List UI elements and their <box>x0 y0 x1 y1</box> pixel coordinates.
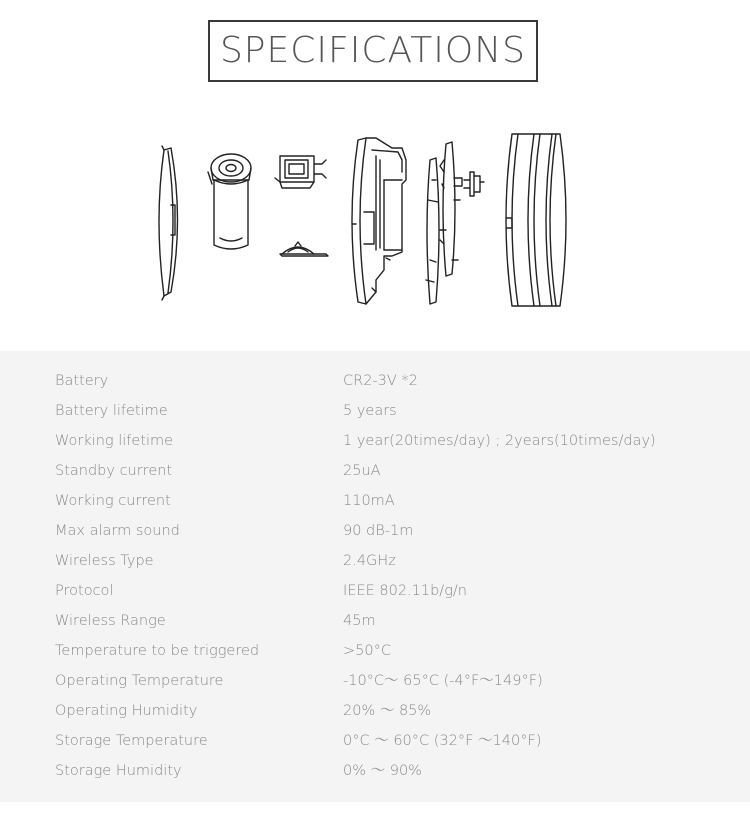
spec-row-battery-lifetime <box>0 396 750 426</box>
spec-label: Temperature to be triggered <box>55 643 260 659</box>
spec-label: Battery <box>55 373 109 389</box>
exploded-view-drawing-icon <box>140 120 610 320</box>
spec-row-working-lifetime <box>0 426 750 456</box>
page-title: SPECIFICATIONS <box>219 30 527 71</box>
spec-row-protocol <box>0 576 750 606</box>
spec-value: 1 year(20times/day) ; 2years(10times/day) <box>343 433 656 449</box>
specifications-panel <box>0 351 750 802</box>
spec-label: Battery lifetime <box>55 403 168 419</box>
contact-spring-part <box>280 242 328 256</box>
spec-value: 90 dB-1m <box>343 523 414 539</box>
spec-label: Working lifetime <box>55 433 174 449</box>
spec-value: CR2-3V *2 <box>343 373 418 389</box>
spec-value: 0% ～ 90% <box>343 763 422 779</box>
spec-value: 45m <box>343 613 376 629</box>
spec-value: 20% ～ 85% <box>343 703 432 719</box>
spec-row-wireless-type <box>0 546 750 576</box>
spec-row-storage-temperature <box>0 726 750 756</box>
spec-label: Max alarm sound <box>55 523 180 539</box>
spec-value: 5 years <box>343 403 397 419</box>
spec-label: Standby current <box>55 463 173 479</box>
spec-row-standby-current <box>0 456 750 486</box>
spec-value: 0°C ～ 60°C (32°F ～140°F) <box>343 733 542 749</box>
spec-label: Wireless Type <box>55 553 154 569</box>
spec-label: Operating Temperature <box>55 673 224 689</box>
spec-row-trigger-temperature <box>0 636 750 666</box>
main-housing-part <box>352 138 406 304</box>
switch-part <box>275 156 326 188</box>
spec-row-working-current <box>0 486 750 516</box>
sensor-board-part <box>440 142 462 276</box>
spec-row-max-alarm-sound <box>0 516 750 546</box>
buzzer-part <box>208 154 251 249</box>
spec-row-battery <box>0 366 750 396</box>
front-cover-part <box>159 146 178 300</box>
spec-label: Protocol <box>55 583 114 599</box>
spec-row-storage-humidity <box>0 756 750 786</box>
spec-value: 2.4GHz <box>343 553 396 569</box>
spec-value: 25uA <box>343 463 381 479</box>
spec-label: Storage Humidity <box>55 763 182 779</box>
spec-value: IEEE 802.11b/g/n <box>343 583 467 599</box>
spec-value: >50°C <box>343 643 391 659</box>
sensor-component-part <box>464 172 484 196</box>
spec-row-operating-temperature <box>0 666 750 696</box>
spec-label: Wireless Range <box>55 613 166 629</box>
spec-value: -10°C～ 65°C (-4°F～149°F) <box>343 673 543 689</box>
spec-label: Storage Temperature <box>55 733 208 749</box>
spec-row-wireless-range <box>0 606 750 636</box>
spec-row-operating-humidity <box>0 696 750 726</box>
spec-label: Working current <box>55 493 171 509</box>
spec-label: Operating Humidity <box>55 703 198 719</box>
spec-value: 110mA <box>343 493 395 509</box>
base-ring-part <box>506 134 566 306</box>
title-box <box>208 20 538 82</box>
